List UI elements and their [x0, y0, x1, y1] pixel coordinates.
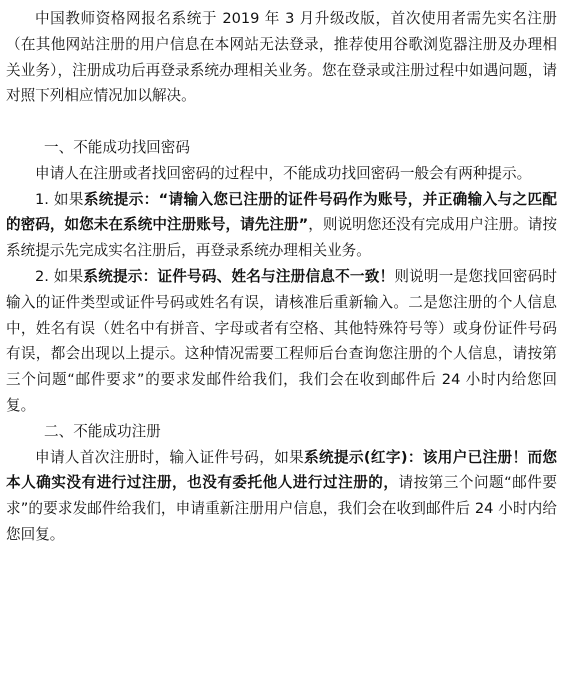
- section2-prefix: 申请人首次注册时，输入证件号码，如果: [35, 448, 305, 466]
- section2-explanation: 请按第三个问题“邮件要求”的要求发邮件给我们，申请重新注册用户信息，我们会在收到邮件后 24 小时内给您回复。: [6, 474, 557, 543]
- item1-prefix: 1. 如果: [35, 190, 84, 208]
- item2-prefix: 2. 如果: [35, 267, 84, 285]
- section-heading-registration: 二、不能成功注册: [44, 422, 161, 440]
- section2-paragraph: [6, 445, 557, 548]
- item1-explanation: ，则说明您还没有完成用户注册。请按系统提示先完成实名注册后，再登录系统办理相关业务。: [6, 216, 557, 260]
- intro-paragraph: 中国教师资格网报名系统于 2019 年 3 月升级改版，首次使用者需先实名注册（在其他网站注册的用户信息在本网站无法登录，推荐使用谷歌浏览器注册及办理相关业务），注册成功后再登录系统办理相关业务。您在登录或注册过程中如遇问题，请对照下列相应情况加以解决。: [6, 10, 557, 105]
- blank-line: [6, 109, 557, 135]
- section-heading-password-recovery: 一、不能成功找回密码: [44, 138, 190, 156]
- section2-system-prompt: 系统提示(红字)：该用户已注册！而您本人确实没有进行过注册，也没有委托他人进行过注册的，: [6, 448, 557, 492]
- section1-item2-paragraph: [6, 264, 557, 419]
- section1-item1-paragraph: [6, 187, 557, 264]
- section1-lead-paragraph: 申请人在注册或者找回密码的过程中，不能成功找回密码一般会有两种提示。: [35, 164, 532, 182]
- item2-system-prompt: 系统提示：证件号码、姓名与注册信息不一致！: [83, 267, 395, 285]
- item2-explanation: 则说明一是您找回密码时输入的证件类型或证件号码或姓名有误，请核准后重新输入。二是您注册的个人信息中，姓名有误（姓名中有拼音、字母或者有空格、其他特殊符号等）或身份证件号码有误，都会出现以上提示。这种情况需要工程师后台查询您注册的个人信息，请按第三个问题“邮件要求”的要求发邮件给我们，我们会在收到邮件后 24 小时内给您回复。: [6, 267, 557, 414]
- item1-system-prompt: 系统提示：“请输入您已注册的证件号码作为账号，并正确输入与之匹配的密码，如您未在系统中注册账号，请先注册”: [6, 190, 557, 234]
